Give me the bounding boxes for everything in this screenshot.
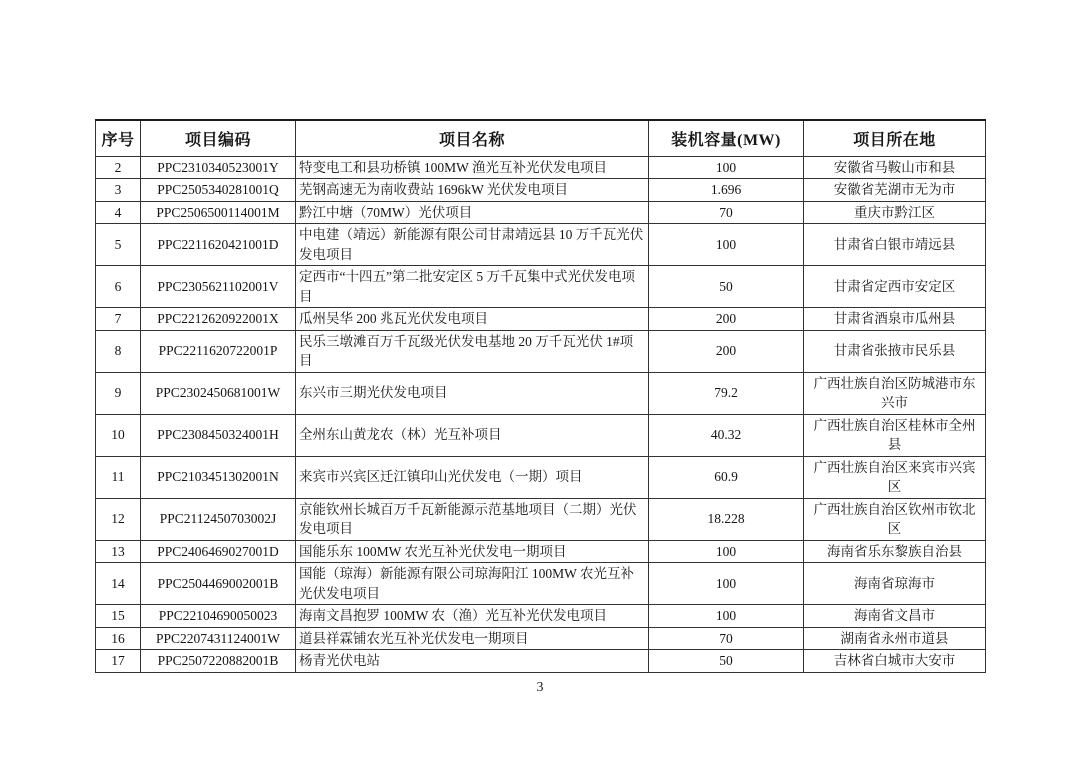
cell-seq: 15 xyxy=(96,605,141,628)
cell-location: 甘肃省定西市安定区 xyxy=(804,266,986,308)
cell-name: 民乐三墩滩百万千瓦级光伏发电基地 20 万千瓦光伏 1#项目 xyxy=(296,330,649,372)
cell-code: PPC2305621102001V xyxy=(141,266,296,308)
table-row xyxy=(96,498,986,540)
cell-location: 海南省文昌市 xyxy=(804,605,986,628)
cell-code: PPC2506500114001M xyxy=(141,201,296,224)
cell-location: 广西壮族自治区来宾市兴宾区 xyxy=(804,456,986,498)
cell-code: PPC2406469027001D xyxy=(141,540,296,563)
cell-seq: 4 xyxy=(96,201,141,224)
cell-location: 广西壮族自治区防城港市东兴市 xyxy=(804,372,986,414)
table-row xyxy=(96,179,986,202)
table-row xyxy=(96,201,986,224)
cell-code: PPC2308450324001H xyxy=(141,414,296,456)
cell-code: PPC2112450703002J xyxy=(141,498,296,540)
cell-code: PPC2310340523001Y xyxy=(141,156,296,179)
cell-code: PPC2212620922001X xyxy=(141,308,296,331)
cell-seq: 8 xyxy=(96,330,141,372)
cell-seq: 10 xyxy=(96,414,141,456)
table-row xyxy=(96,224,986,266)
cell-capacity: 100 xyxy=(649,563,804,605)
cell-capacity: 100 xyxy=(649,540,804,563)
cell-capacity: 100 xyxy=(649,224,804,266)
page-number: 3 xyxy=(536,680,544,695)
cell-capacity: 40.32 xyxy=(649,414,804,456)
cell-seq: 12 xyxy=(96,498,141,540)
col-header-location: 项目所在地 xyxy=(804,120,986,156)
cell-location: 安徽省芜湖市无为市 xyxy=(804,179,986,202)
cell-seq: 9 xyxy=(96,372,141,414)
cell-location: 甘肃省张掖市民乐县 xyxy=(804,330,986,372)
table-row xyxy=(96,540,986,563)
table-row xyxy=(96,627,986,650)
cell-seq: 16 xyxy=(96,627,141,650)
table-row xyxy=(96,156,986,179)
cell-name: 国能乐东 100MW 农光互补光伏发电一期项目 xyxy=(296,540,649,563)
cell-seq: 17 xyxy=(96,650,141,673)
table-row xyxy=(96,308,986,331)
cell-code: PPC2504469002001B xyxy=(141,563,296,605)
cell-capacity: 200 xyxy=(649,330,804,372)
table-header xyxy=(96,120,986,156)
cell-name: 中电建（靖远）新能源有限公司甘肃靖远县 10 万千瓦光伏发电项目 xyxy=(296,224,649,266)
cell-code: PPC2302450681001W xyxy=(141,372,296,414)
cell-seq: 13 xyxy=(96,540,141,563)
cell-name: 杨青光伏电站 xyxy=(296,650,649,673)
cell-code: PPC2211620421001D xyxy=(141,224,296,266)
cell-capacity: 100 xyxy=(649,156,804,179)
cell-code: PPC22104690050023 xyxy=(141,605,296,628)
cell-capacity: 100 xyxy=(649,605,804,628)
table-row xyxy=(96,330,986,372)
cell-seq: 14 xyxy=(96,563,141,605)
cell-location: 海南省乐东黎族自治县 xyxy=(804,540,986,563)
cell-location: 广西壮族自治区钦州市钦北区 xyxy=(804,498,986,540)
col-header-capacity: 装机容量(MW) xyxy=(649,120,804,156)
table-row xyxy=(96,266,986,308)
cell-name: 定西市“十四五”第二批安定区 5 万千瓦集中式光伏发电项目 xyxy=(296,266,649,308)
cell-location: 湖南省永州市道县 xyxy=(804,627,986,650)
col-header-seq: 序号 xyxy=(96,120,141,156)
table-row xyxy=(96,456,986,498)
cell-seq: 2 xyxy=(96,156,141,179)
cell-capacity: 50 xyxy=(649,266,804,308)
cell-code: PPC2103451302001N xyxy=(141,456,296,498)
col-header-name: 项目名称 xyxy=(296,120,649,156)
cell-seq: 6 xyxy=(96,266,141,308)
cell-code: PPC2505340281001Q xyxy=(141,179,296,202)
table-row xyxy=(96,605,986,628)
header-row xyxy=(96,120,986,156)
cell-location: 广西壮族自治区桂林市全州县 xyxy=(804,414,986,456)
cell-seq: 7 xyxy=(96,308,141,331)
cell-capacity: 200 xyxy=(649,308,804,331)
cell-name: 特变电工和县功桥镇 100MW 渔光互补光伏发电项目 xyxy=(296,156,649,179)
table-row xyxy=(96,650,986,673)
cell-name: 瓜州吴华 200 兆瓦光伏发电项目 xyxy=(296,308,649,331)
cell-name: 芜钢高速无为南收费站 1696kW 光伏发电项目 xyxy=(296,179,649,202)
cell-code: PPC2211620722001P xyxy=(141,330,296,372)
cell-name: 东兴市三期光伏发电项目 xyxy=(296,372,649,414)
cell-capacity: 70 xyxy=(649,627,804,650)
cell-name: 京能钦州长城百万千瓦新能源示范基地项目（二期）光伏发电项目 xyxy=(296,498,649,540)
table-row xyxy=(96,372,986,414)
cell-capacity: 79.2 xyxy=(649,372,804,414)
cell-capacity: 1.696 xyxy=(649,179,804,202)
cell-capacity: 50 xyxy=(649,650,804,673)
cell-location: 重庆市黔江区 xyxy=(804,201,986,224)
cell-seq: 5 xyxy=(96,224,141,266)
table-body xyxy=(96,156,986,672)
cell-seq: 3 xyxy=(96,179,141,202)
cell-location: 甘肃省酒泉市瓜州县 xyxy=(804,308,986,331)
col-header-code: 项目编码 xyxy=(141,120,296,156)
cell-name: 道县祥霖铺农光互补光伏发电一期项目 xyxy=(296,627,649,650)
cell-capacity: 70 xyxy=(649,201,804,224)
table-row xyxy=(96,414,986,456)
cell-name: 来宾市兴宾区迁江镇印山光伏发电（一期）项目 xyxy=(296,456,649,498)
projects-table-container xyxy=(95,119,985,673)
cell-code: PPC2507220882001B xyxy=(141,650,296,673)
cell-name: 海南文昌抱罗 100MW 农（渔）光互补光伏发电项目 xyxy=(296,605,649,628)
cell-name: 黔江中塘（70MW）光伏项目 xyxy=(296,201,649,224)
cell-name: 国能（琼海）新能源有限公司琼海阳江 100MW 农光互补光伏发电项目 xyxy=(296,563,649,605)
cell-seq: 11 xyxy=(96,456,141,498)
cell-location: 甘肃省白银市靖远县 xyxy=(804,224,986,266)
projects-table xyxy=(95,119,986,673)
cell-location: 吉林省白城市大安市 xyxy=(804,650,986,673)
cell-location: 海南省琼海市 xyxy=(804,563,986,605)
cell-capacity: 60.9 xyxy=(649,456,804,498)
cell-location: 安徽省马鞍山市和县 xyxy=(804,156,986,179)
cell-code: PPC2207431124001W xyxy=(141,627,296,650)
table-row xyxy=(96,563,986,605)
cell-name: 全州东山黄龙农（林）光互补项目 xyxy=(296,414,649,456)
cell-capacity: 18.228 xyxy=(649,498,804,540)
